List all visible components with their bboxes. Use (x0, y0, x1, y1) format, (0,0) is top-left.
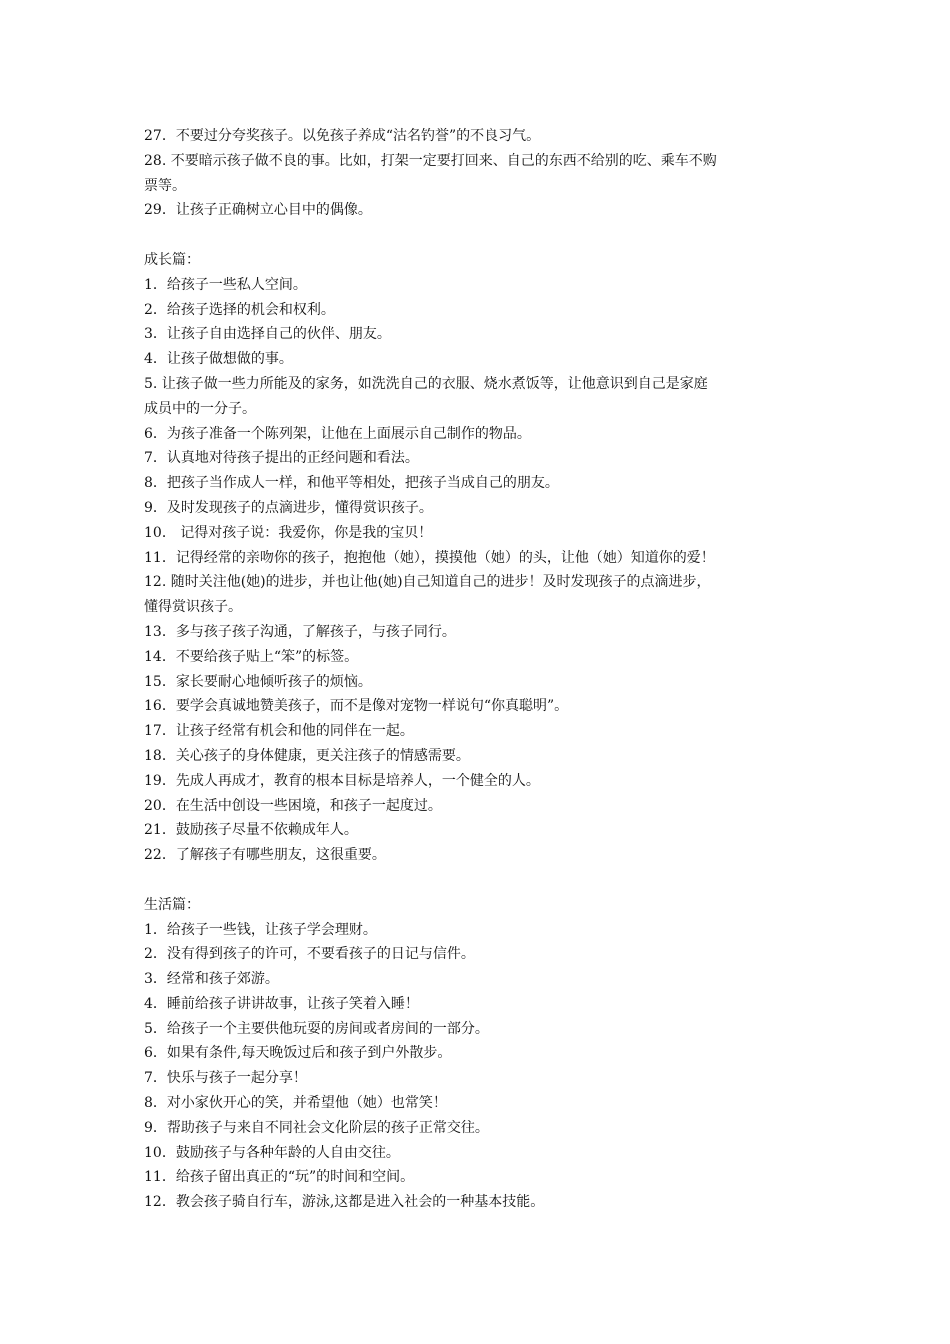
section-heading: 生活篇： (144, 896, 200, 913)
list-item: 5. 让孩子做一些力所能及的家务，如洗洗自己的衣服、烧水煮饭等，让他意识到自己是家庭 (144, 375, 708, 392)
text-line: 票等。 (144, 177, 186, 194)
list-item: 6．如果有条件,每天晚饭过后和孩子到户外散步。 (144, 1045, 452, 1062)
list-item: 17．让孩子经常有机会和他的同伴在一起。 (144, 723, 414, 740)
section-growth (144, 248, 824, 868)
list-item: 10．鼓励孩子与各种年龄的人自由交往。 (144, 1144, 400, 1161)
section-life (144, 893, 824, 1215)
list-item: 22．了解孩子有哪些朋友，这很重要。 (144, 847, 386, 864)
list-item: 1．给孩子一些钱，让孩子学会理财。 (144, 921, 377, 938)
blank-line (144, 223, 824, 248)
list-item: 21．鼓励孩子尽量不依赖成年人。 (144, 822, 358, 839)
list-item: 8．对小家伙开心的笑，并希望他（她）也常笑！ (144, 1095, 447, 1112)
list-item: 19．先成人再成才，教育的根本目标是培养人，一个健全的人。 (144, 772, 540, 789)
list-item: 12．教会孩子骑自行车，游泳,这都是进入社会的一种基本技能。 (144, 1194, 545, 1211)
list-item: 成员中的一分子。 (144, 400, 256, 417)
list-item: 14．不要给孩子贴上“笨”的标签。 (144, 648, 359, 665)
text-line: 28. 不要暗示孩子做不良的事。比如，打架一定要打回来、自己的东西不给别的吃、乘车不购 (144, 152, 717, 169)
list-item: 4．睡前给孩子讲讲故事，让孩子笑着入睡！ (144, 995, 419, 1012)
list-item: 20．在生活中创设一些困境，和孩子一起度过。 (144, 797, 442, 814)
list-item: 1．给孩子一些私人空间。 (144, 276, 307, 293)
list-item: 7．认真地对待孩子提出的正经问题和看法。 (144, 450, 419, 467)
list-item: 5．给孩子一个主要供他玩耍的房间或者房间的一部分。 (144, 1020, 489, 1037)
list-item: 3．让孩子自由选择自己的伙伴、朋友。 (144, 326, 391, 343)
list-item: 11．记得经常的亲吻你的孩子，抱抱他（她），摸摸他（她）的头，让他（她）知道你的爱！ (144, 549, 715, 566)
list-item: 4．让孩子做想做的事。 (144, 351, 293, 368)
list-item: 2．给孩子选择的机会和权利。 (144, 301, 335, 318)
list-item: 7．快乐与孩子一起分享！ (144, 1070, 307, 1087)
section-heading: 成长篇： (144, 251, 200, 268)
text-line: 27．不要过分夸奖孩子。以免孩子养成“沽名钓誉”的不良习气。 (144, 128, 541, 144)
document-page (144, 124, 824, 1215)
text-line: 29．让孩子正确树立心目中的偶像。 (144, 202, 372, 219)
list-item: 12. 随时关注他(她)的进步，并也让他(她)自己知道自己的进步！及时发现孩子的点滴进步， (144, 574, 711, 591)
list-item: 10． 记得对孩子说：我爱你，你是我的宝贝！ (144, 524, 433, 541)
blank-line (144, 868, 824, 893)
list-item: 18．关心孩子的身体健康，更关注孩子的情感需要。 (144, 747, 470, 764)
list-item: 3．经常和孩子郊游。 (144, 971, 279, 988)
list-item: 2．没有得到孩子的许可，不要看孩子的日记与信件。 (144, 946, 475, 963)
section-continued (144, 124, 824, 223)
list-item: 11．给孩子留出真正的“玩”的时间和空间。 (144, 1169, 415, 1186)
list-item: 6．为孩子准备一个陈列架，让他在上面展示自己制作的物品。 (144, 425, 531, 442)
list-item: 9．及时发现孩子的点滴进步，懂得赏识孩子。 (144, 499, 433, 516)
list-item: 13．多与孩子孩子沟通，了解孩子，与孩子同行。 (144, 623, 456, 640)
list-item: 9．帮助孩子与来自不同社会文化阶层的孩子正常交往。 (144, 1119, 489, 1136)
list-item: 15．家长要耐心地倾听孩子的烦恼。 (144, 673, 372, 690)
list-item: 懂得赏识孩子。 (144, 599, 242, 616)
list-item: 8．把孩子当作成人一样，和他平等相处，把孩子当成自己的朋友。 (144, 475, 559, 492)
list-item: 16．要学会真诚地赞美孩子，而不是像对宠物一样说句“你真聪明”。 (144, 698, 569, 715)
